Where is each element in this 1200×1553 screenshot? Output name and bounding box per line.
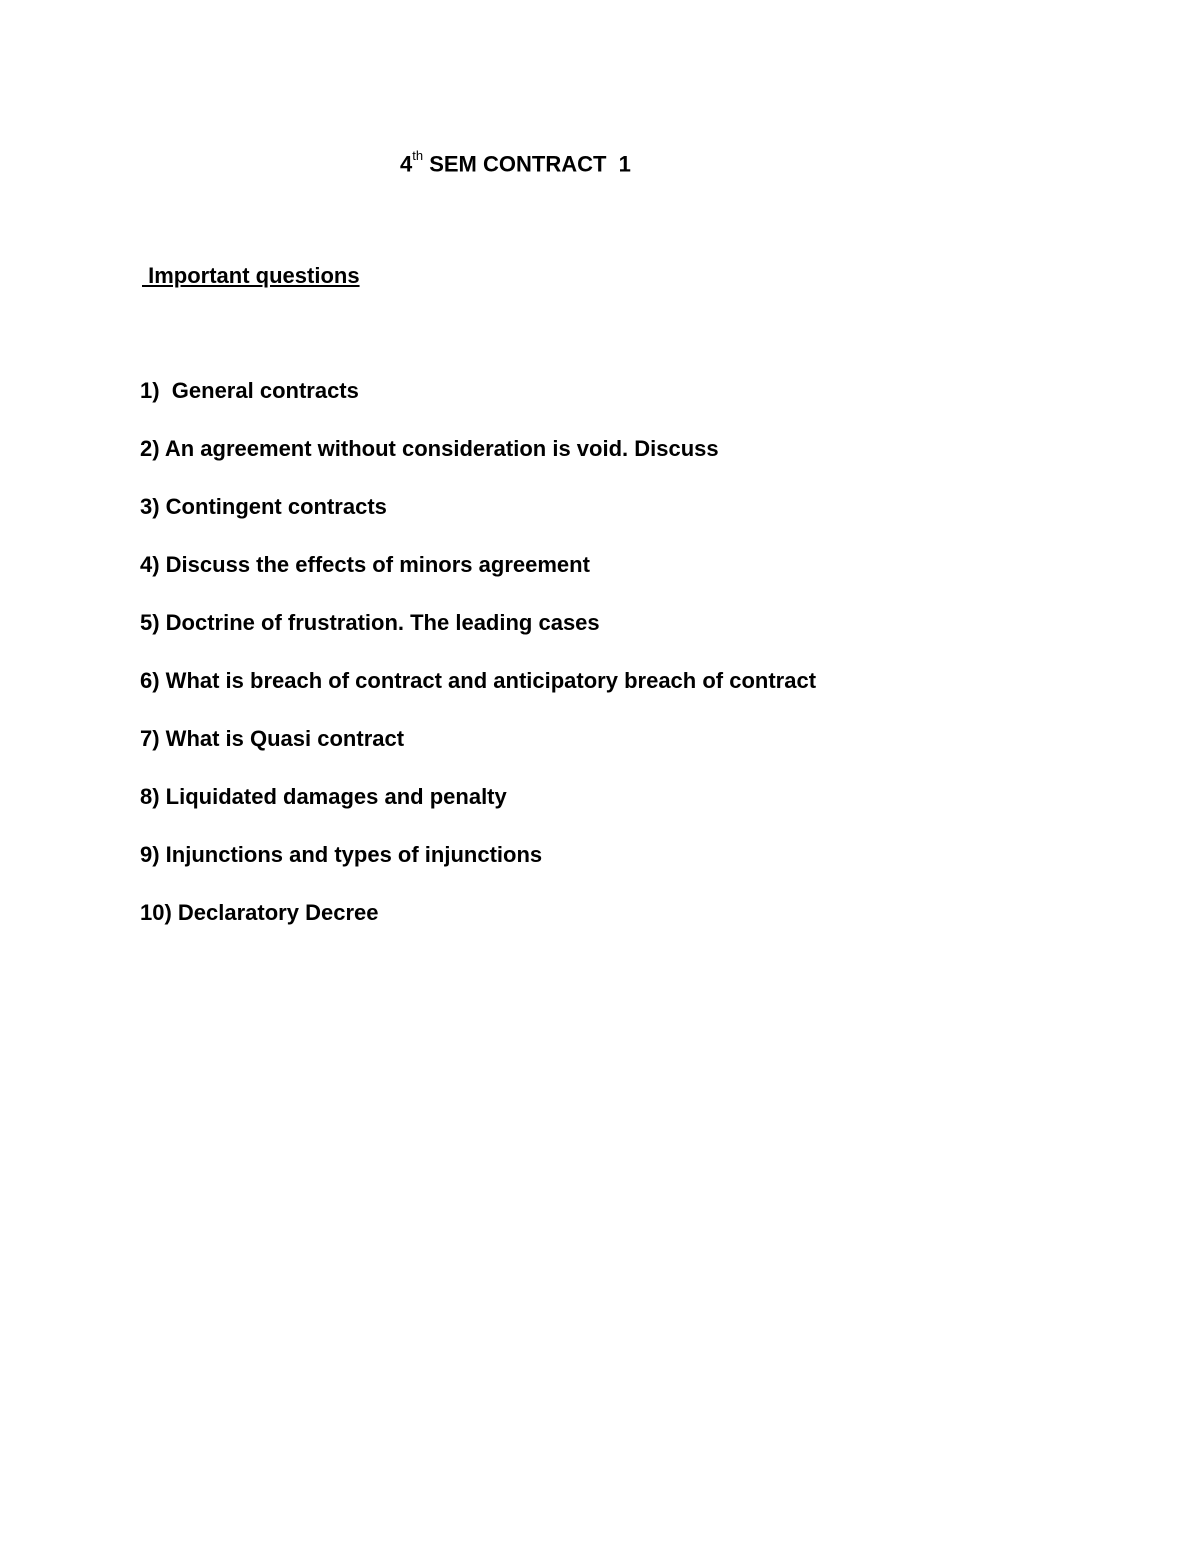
list-item: 4) Discuss the effects of minors agreement <box>140 552 590 577</box>
list-item: 5) Doctrine of frustration. The leading cases <box>140 610 600 635</box>
page-title <box>400 143 631 180</box>
list-item: 1) General contracts <box>140 378 359 403</box>
list-item: 6) What is breach of contract and anticipatory breach of contract <box>140 668 817 693</box>
section-heading: Important questions <box>142 263 360 288</box>
list-item: 3) Contingent contracts <box>140 494 387 519</box>
title-text: SEM CONTRACT 1 <box>423 151 631 177</box>
list-item: 9) Injunctions and types of injunctions <box>140 842 543 867</box>
title-superscript: th <box>412 148 424 163</box>
title-number: 4 <box>400 151 413 177</box>
list-item: 7) What is Quasi contract <box>140 726 405 751</box>
list-item: 2) An agreement without consideration is void. Discuss <box>140 436 719 461</box>
question-list <box>140 375 816 955</box>
list-item: 8) Liquidated damages and penalty <box>140 784 507 809</box>
list-item: 10) Declaratory Decree <box>140 900 379 925</box>
